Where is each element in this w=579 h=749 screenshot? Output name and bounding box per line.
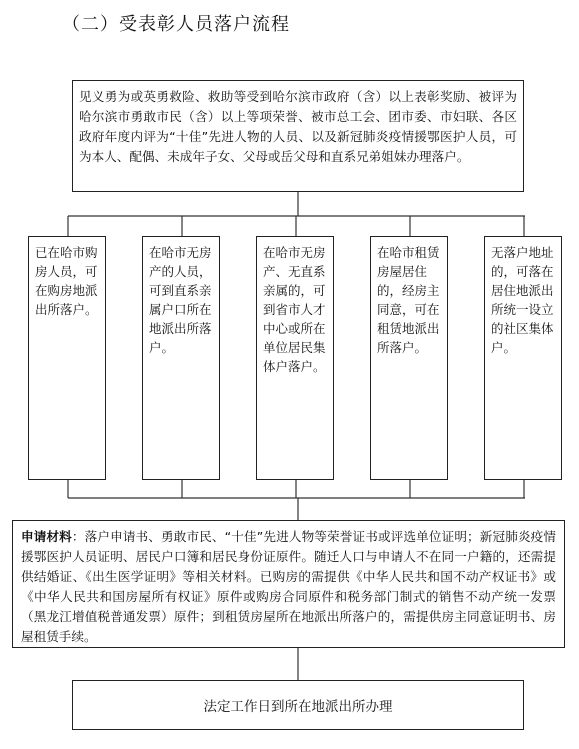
case-box-3: 在哈市无房产、无直系亲属的，可到省市人才中心或所在单位居民集体户落户。 xyxy=(256,236,334,480)
case-box-2: 在哈市无房产的人员，可到直系亲属户口所在地派出所落户。 xyxy=(142,236,220,480)
final-step-label: 法定工作日到所在地派出所办理 xyxy=(203,699,393,715)
case-box-5: 无落户地址的，可落在居住地派出所统一设立的社区集体户。 xyxy=(484,236,562,480)
case-box-4: 在哈市租赁房屋居住的，经房主同意，可在租赁地派出所落户。 xyxy=(370,236,448,480)
materials-box xyxy=(12,520,565,648)
materials-label: 申请材料 xyxy=(21,529,72,544)
flow-title: （二）受表彰人员落户流程 xyxy=(62,14,290,35)
materials-text: ：落户申请书、勇敢市民、“十佳”先进人物等荣誉证书或评选单位证明；新冠肺炎疫情援鄂医护人员证明、居民户口簿和居民身份证原件。随迁人口与申请人不在同一户籍的，还需提供结婚证、《出生医学证明》等相关材料。已购房的需提供《中华人民共和国不动产权证书》或《中华人民共和国房屋所有权证》原件或购房合同原件和税务部门制式的销售不动产统一发票（黑龙江增值税普通发票）原件；到租赁房屋所在地派出所落户的，需提供房主同意证明书、房屋租赁手续。 xyxy=(21,529,557,644)
case-box-1: 已在哈市购房人员，可在购房地派出所落户。 xyxy=(28,236,106,480)
eligibility-box: 见义勇为或英勇救险、救助等受到哈尔滨市政府（含）以上表彰奖励、被评为哈尔滨市勇敢市民（含）以上等项荣誉、被市总工会、团市委、市妇联、各区政府年度内评为“十佳”先进人物的人员、以及新冠肺炎疫情援鄂医护人员，可为本人、配偶、未成年子女、父母或岳父母和直系兄弟姐妹办理落户。 xyxy=(72,80,524,192)
final-step-box xyxy=(72,680,524,730)
